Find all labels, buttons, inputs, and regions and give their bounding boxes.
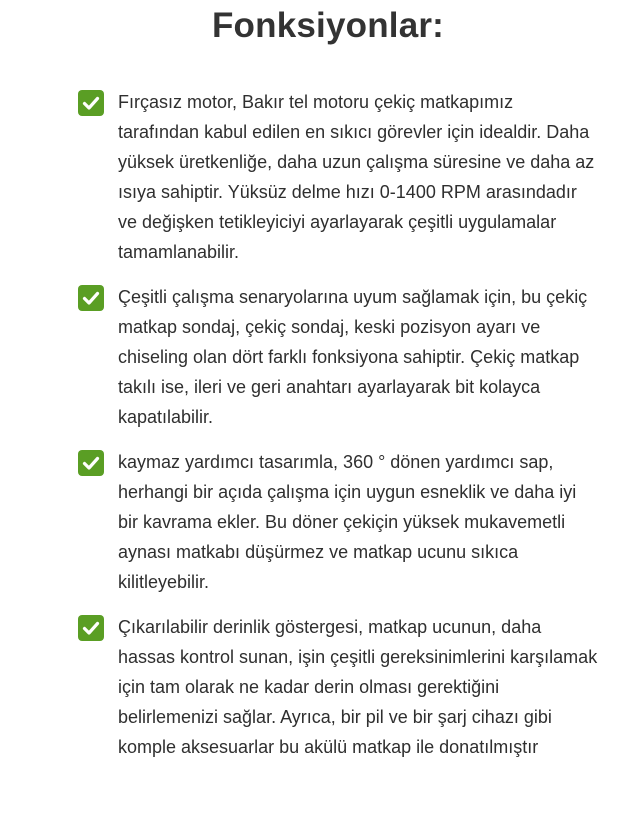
check-icon [78,285,104,311]
feature-text: kaymaz yardımcı tasarımla, 360 ° dönen yardımcı sap, herhangi bir açıda çalışma için uygun esneklik ve daha iyi bir kavrama ekler. Bu döner çekiçin yüksek mukavemetli aynası matkabı düşürmez ve matkap ucunu sıkıca kilitleyebilir. [118,452,577,592]
list-item [78,87,598,267]
feature-text: Fırçasız motor, Bakır tel motoru çekiç matkapımız tarafından kabul edilen en sıkıcı görevler için idealdir. Daha yüksek üretkenliğe, daha uzun çalışma süresine ve daha az ısıya sahiptir. Yüksüz delme hızı 0-1400 RPM arasındadır ve değişken tetikleyiciyi ayarlayarak çeşitli uygulamalar tamamlanabilir. [118,92,595,262]
check-icon [78,615,104,641]
list-item [78,447,598,597]
feature-text: Çıkarılabilir derinlik göstergesi, matkap ucunun, daha hassas kontrol sunan, işin çeşitli gereksinimlerini karşılamak için tam olarak ne kadar derin olması gerektiğini belirlemenizi sağlar. Ayrıca, bir pil ve bir şarj cihazı gibi komple aksesuarlar bu akülü matkap ile donatılmıştır [118,617,598,757]
feature-text: Çeşitli çalışma senaryolarına uyum sağlamak için, bu çekiç matkap sondaj, çekiç sondaj, keski pozisyon ayarı ve chiseling olan dört farklı fonksiyona sahiptir. Çekiç matkap takılı ise, ileri ve geri anahtarı ayarlayarak bit kolayca kapatılabilir. [118,287,588,427]
check-icon [78,450,104,476]
list-item [78,612,598,762]
list-item [78,282,598,432]
page-title: Fonksiyonlar: [211,6,445,45]
feature-list [78,87,598,777]
check-icon [78,90,104,116]
